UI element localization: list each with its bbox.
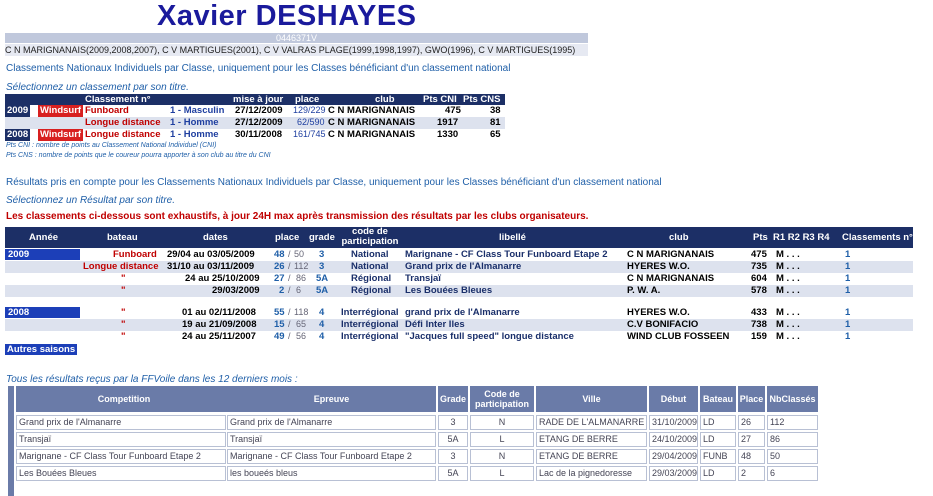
result-row[interactable]: " 29/03/2009 2 / 6 5A Régional Les Bouées Bleues P. W. A. 578 M . . . 1 bbox=[5, 285, 913, 297]
result-boat: " bbox=[121, 331, 126, 342]
result-row[interactable]: " 24 au 25/11/2007 49 / 56 4 Interrégional "Jacques full speed" longue distance WIND CLUB FOSSEEN 159 M . . . 1 bbox=[121, 331, 851, 342]
result-row[interactable]: 2009 Funboard 29/04 au 03/05/2009 48 / 50 3 National Marignane - CF Class Tour Funboard Etape 2 C N MARIGNANAIS 475 M . . . 1 bbox=[5, 249, 913, 261]
result-club: P. W. A. bbox=[627, 285, 661, 296]
col-annee: Année bbox=[29, 232, 59, 243]
result-total: 112 bbox=[294, 261, 309, 271]
result-r: M . . . bbox=[776, 261, 800, 272]
result-dates: 31/10 au 03/11/2009 bbox=[167, 261, 255, 272]
ranking-table-header bbox=[5, 94, 505, 105]
result-total: 86 bbox=[296, 273, 307, 283]
result-libelle[interactable]: Grand prix de l'Almanarre bbox=[405, 261, 522, 272]
result-pts: 604 bbox=[751, 273, 767, 284]
recent-competition: Les Bouées Bleues bbox=[16, 466, 226, 481]
results-table-header bbox=[5, 227, 913, 248]
result-classement-link[interactable]: 1 bbox=[845, 273, 851, 284]
result-grade: 3 bbox=[319, 261, 325, 272]
result-dates: 01 au 02/11/2008 bbox=[182, 307, 256, 318]
ranking-date: 27/12/2009 bbox=[235, 117, 283, 128]
recent-nbclasses: 112 bbox=[767, 415, 818, 430]
result-pts: 475 bbox=[751, 249, 767, 260]
ranking-place: 161/745 bbox=[293, 129, 326, 139]
result-row[interactable]: Longue distance 31/10 au 03/11/2009 26 / 112 3 National Grand prix de l'Almanarre HYERES W.O. 735 M . . . 1 bbox=[5, 261, 913, 273]
result-code: Interrégional bbox=[341, 319, 399, 330]
result-r: M . . . bbox=[776, 273, 800, 284]
ranking-year: 2009 bbox=[7, 105, 29, 116]
result-r: M . . . bbox=[776, 285, 800, 296]
result-boat: " bbox=[121, 307, 126, 318]
result-pts: 433 bbox=[751, 307, 767, 318]
col-dates: dates bbox=[203, 232, 228, 243]
result-pts: 159 bbox=[751, 331, 767, 342]
recent-grade: 5A bbox=[438, 466, 468, 481]
col-classement: Classement n° bbox=[85, 94, 151, 105]
result-dates: 24 au 25/11/2007 bbox=[182, 331, 256, 342]
recent-epreuve: Transjaï bbox=[227, 432, 436, 447]
result-classement-link[interactable]: 1 bbox=[845, 285, 851, 296]
result-grade: 4 bbox=[319, 331, 325, 342]
ranking-cni: 1917 bbox=[437, 117, 459, 128]
col-bateau: bateau bbox=[107, 232, 138, 243]
recent-debut: 29/03/2009 bbox=[649, 466, 698, 481]
col-club: club bbox=[375, 94, 395, 105]
license-number: 0446371V bbox=[5, 33, 588, 43]
result-grade: 5A bbox=[316, 273, 329, 284]
result-dates: 29/04 au 03/05/2009 bbox=[167, 249, 255, 260]
col-classements: Classements n° bbox=[842, 232, 913, 243]
col-bateau: Bateau bbox=[700, 386, 736, 412]
col-debut: Début bbox=[649, 386, 698, 412]
ranking-cns: 65 bbox=[490, 129, 501, 140]
ranking-rank[interactable]: 1 - Homme bbox=[170, 129, 219, 140]
ranking-date: 30/11/2008 bbox=[235, 129, 283, 140]
exhaustive-warning: Les classements ci-dessous sont exhaustifs, à jour 24H max après transmission des résultats par les clubs organisateurs. bbox=[6, 211, 589, 222]
result-place: 15 bbox=[274, 319, 285, 330]
recent-bateau: FUNB bbox=[700, 449, 736, 464]
result-grade: 5A bbox=[316, 285, 329, 296]
ranking-rank[interactable]: 1 - Homme bbox=[170, 117, 219, 128]
ranking-club: C N MARIGNANAIS bbox=[328, 117, 416, 128]
ranking-sub[interactable]: Longue distance bbox=[85, 117, 161, 128]
recent-nbclasses: 86 bbox=[767, 432, 818, 447]
result-dates: 29/03/2009 bbox=[212, 285, 260, 296]
col-competition: Competition bbox=[16, 386, 232, 412]
recent-nbclasses: 6 bbox=[767, 466, 818, 481]
result-pts: 738 bbox=[751, 319, 767, 330]
result-code: Interrégional bbox=[341, 331, 399, 342]
result-r: M . . . bbox=[776, 249, 800, 260]
recent-epreuve: les boueés bleus bbox=[227, 466, 436, 481]
note-cns: Pts CNS : nombre de points que le coureur pourra apporter à son club au titre du CNI bbox=[6, 152, 271, 159]
result-libelle[interactable]: Les Bouées Bleues bbox=[405, 285, 493, 296]
ranking-row[interactable] bbox=[5, 117, 505, 129]
recent-code: L bbox=[470, 466, 534, 481]
result-boat: " bbox=[121, 273, 126, 284]
col-grade: grade bbox=[309, 232, 335, 243]
ranking-row[interactable] bbox=[5, 105, 505, 117]
recent-code: N bbox=[470, 415, 534, 430]
result-total: 56 bbox=[296, 331, 307, 341]
result-classement-link[interactable]: 1 bbox=[845, 319, 851, 330]
season-2008: 2008 bbox=[5, 307, 80, 318]
recent-competition: Marignane - CF Class Tour Funboard Etape 2 bbox=[16, 449, 226, 464]
result-libelle[interactable]: Transjaï bbox=[405, 273, 441, 284]
col-pts-cni: Pts CNI bbox=[423, 94, 457, 105]
result-r: M . . . bbox=[776, 319, 800, 330]
result-place: 27 bbox=[274, 273, 285, 284]
recent-debut: 31/10/2009 bbox=[649, 415, 698, 430]
season-2009: 2009 bbox=[5, 249, 80, 260]
recent-place: 2 bbox=[738, 466, 765, 481]
col-libelle: libellé bbox=[499, 232, 526, 243]
result-total: 65 bbox=[296, 319, 307, 329]
result-classement-link[interactable]: 1 bbox=[845, 331, 851, 342]
club-history: C N MARIGNANAIS(2009,2008,2007), C V MARTIGUES(2001), C V VALRAS PLAGE(1999,1998,1997), GWO(1996), C V MARTIGUES(1995) bbox=[5, 44, 588, 56]
result-club: HYERES W.O. bbox=[627, 307, 690, 318]
col-epreuve: Epreuve bbox=[227, 386, 436, 412]
result-club: WIND CLUB FOSSEEN bbox=[627, 331, 730, 342]
ranking-club: C N MARIGNANAIS bbox=[328, 105, 416, 116]
ranking-sub[interactable]: Funboard bbox=[85, 105, 129, 116]
recent-code: N bbox=[470, 449, 534, 464]
ranking-rank[interactable]: 1 - Masculin bbox=[170, 105, 225, 116]
recent-grade: 3 bbox=[438, 449, 468, 464]
col-nbclasses: NbClassés bbox=[767, 386, 818, 412]
result-row[interactable]: 2008 " 01 au 02/11/2008 55 / 118 4 Interrégional grand prix de l'Almanarre HYERES W.O. 433 M . . . 1 bbox=[5, 307, 913, 319]
ranking-year: 2008 bbox=[7, 129, 29, 140]
ranking-cni: 1330 bbox=[437, 129, 459, 140]
recent-grade: 5A bbox=[438, 432, 468, 447]
ranking-row[interactable] bbox=[5, 129, 505, 141]
result-row[interactable]: " 24 au 25/10/2009 27 / 86 5A Régional Transjaï C N MARIGNANAIS 604 M . . . 1 bbox=[121, 273, 851, 284]
note-cni: Pts CNI : nombre de points au Classement National Individuel (CNI) bbox=[6, 142, 217, 149]
col-code: Code de participation bbox=[470, 386, 534, 412]
result-libelle[interactable]: Marignane - CF Class Tour Funboard Etape 2 bbox=[405, 249, 608, 260]
col-pts-cns: Pts CNS bbox=[463, 94, 501, 105]
recent-debut: 24/10/2009 bbox=[649, 432, 698, 447]
result-code: National bbox=[351, 261, 389, 272]
recent-epreuve: Marignane - CF Class Tour Funboard Etape 2 bbox=[227, 449, 436, 464]
result-boat: " bbox=[121, 285, 126, 296]
recent-place: 26 bbox=[738, 415, 765, 430]
recent-epreuve: Grand prix de l'Almanarre bbox=[227, 415, 436, 430]
recent-bateau: LD bbox=[700, 415, 736, 430]
result-place: 2 bbox=[279, 285, 285, 296]
result-place: 26 bbox=[274, 261, 285, 272]
ranking-place: 129/229 bbox=[293, 105, 326, 115]
recent-debut: 29/04/2009 bbox=[649, 449, 698, 464]
result-dates: 24 au 25/10/2009 bbox=[185, 273, 260, 284]
result-libelle[interactable]: Défi Inter Iles bbox=[405, 319, 465, 330]
result-boat: Funboard bbox=[113, 249, 157, 260]
result-libelle[interactable]: grand prix de l'Almanarre bbox=[405, 307, 520, 318]
recent-competition: Grand prix de l'Almanarre bbox=[16, 415, 226, 430]
result-classement-link[interactable]: 1 bbox=[845, 261, 851, 272]
recent-code: L bbox=[470, 432, 534, 447]
result-total: 6 bbox=[296, 285, 302, 295]
col-pts: Pts bbox=[753, 232, 768, 243]
col-place: place bbox=[295, 94, 320, 105]
ranking-cns: 38 bbox=[490, 105, 501, 116]
result-club: C.V BONIFACIO bbox=[627, 319, 699, 330]
ranking-place: 62/590 bbox=[297, 117, 325, 127]
result-total: 50 bbox=[294, 249, 305, 259]
other-seasons-button[interactable]: Autres saisons bbox=[7, 344, 76, 355]
section2-select-hint: Sélectionnez un Résultat par son titre. bbox=[6, 195, 175, 206]
ranking-club: C N MARIGNANAIS bbox=[328, 129, 416, 140]
result-code: National bbox=[351, 249, 389, 260]
result-pts: 578 bbox=[751, 285, 767, 296]
result-place: 49 bbox=[274, 331, 285, 342]
section1-select-hint: Sélectionnez un classement par son titre. bbox=[6, 82, 189, 93]
recent-ville: ETANG DE BERRE bbox=[536, 449, 647, 464]
result-libelle[interactable]: "Jacques full speed" longue distance bbox=[405, 331, 574, 342]
result-boat: Longue distance bbox=[83, 261, 159, 272]
ranking-sub[interactable]: Longue distance bbox=[85, 129, 161, 140]
recent-ville: Lac de la pignedoresse bbox=[536, 466, 647, 481]
section2-intro: Résultats pris en compte pour les Classements Nationaux Individuels par Classe, uniquement pour les Classes bénéficiant d'un classement national bbox=[6, 177, 662, 188]
recent-nbclasses: 50 bbox=[767, 449, 818, 464]
recent-grade: 3 bbox=[438, 415, 468, 430]
result-classement-link[interactable]: 1 bbox=[845, 307, 851, 318]
recent-place: 48 bbox=[738, 449, 765, 464]
result-grade: 4 bbox=[319, 307, 325, 318]
col-r: R1 R2 R3 R4 bbox=[773, 232, 830, 243]
recent-ville: ETANG DE BERRE bbox=[536, 432, 647, 447]
col-code: code de participation bbox=[341, 226, 399, 247]
result-pts: 735 bbox=[751, 261, 767, 272]
col-club: club bbox=[669, 232, 689, 243]
result-club: C N MARIGNANAIS bbox=[627, 273, 715, 284]
result-boat: " bbox=[121, 319, 126, 330]
result-place: 48 bbox=[274, 249, 285, 260]
col-place: place bbox=[275, 232, 300, 243]
result-grade: 4 bbox=[319, 319, 325, 330]
ranking-cni: 475 bbox=[445, 105, 461, 116]
result-classement-link[interactable]: 1 bbox=[845, 249, 851, 260]
result-r: M . . . bbox=[776, 331, 800, 342]
result-total: 118 bbox=[294, 307, 309, 317]
result-club: HYERES W.O. bbox=[627, 261, 690, 272]
recent-bateau: LD bbox=[700, 432, 736, 447]
result-code: Régional bbox=[351, 285, 392, 296]
result-code: Interrégional bbox=[341, 307, 399, 318]
col-maj: mise à jour bbox=[233, 94, 284, 105]
recent-bateau: LD bbox=[700, 466, 736, 481]
result-dates: 19 au 21/09/2008 bbox=[182, 319, 257, 330]
recent-competition: Transjaï bbox=[16, 432, 226, 447]
result-club: C N MARIGNANAIS bbox=[627, 249, 715, 260]
col-grade: Grade bbox=[438, 386, 468, 412]
recent-ville: RADE DE L'ALMANARRE bbox=[536, 415, 647, 430]
ranking-cns: 81 bbox=[490, 117, 501, 128]
col-ville: Ville bbox=[536, 386, 647, 412]
page-title: Xavier DESHAYES bbox=[157, 0, 417, 32]
result-place: 55 bbox=[274, 307, 285, 318]
col-place: Place bbox=[738, 386, 765, 412]
section3-intro: Tous les résultats reçus par la FFVoile dans les 12 derniers mois : bbox=[6, 374, 298, 385]
result-grade: 3 bbox=[319, 249, 325, 260]
result-r: M . . . bbox=[776, 307, 800, 318]
recent-place: 27 bbox=[738, 432, 765, 447]
result-code: Régional bbox=[351, 273, 392, 284]
ranking-class[interactable]: Windsurf bbox=[40, 105, 82, 116]
result-row[interactable]: " 19 au 21/09/2008 15 / 65 4 Interrégional Défi Inter Iles C.V BONIFACIO 738 M . . . 1 bbox=[5, 319, 913, 331]
ranking-class[interactable]: Windsurf bbox=[40, 129, 82, 140]
section1-intro: Classements Nationaux Individuels par Classe, uniquement pour les Classes bénéficiant d'un classement national bbox=[6, 63, 511, 74]
ranking-date: 27/12/2009 bbox=[235, 105, 283, 116]
